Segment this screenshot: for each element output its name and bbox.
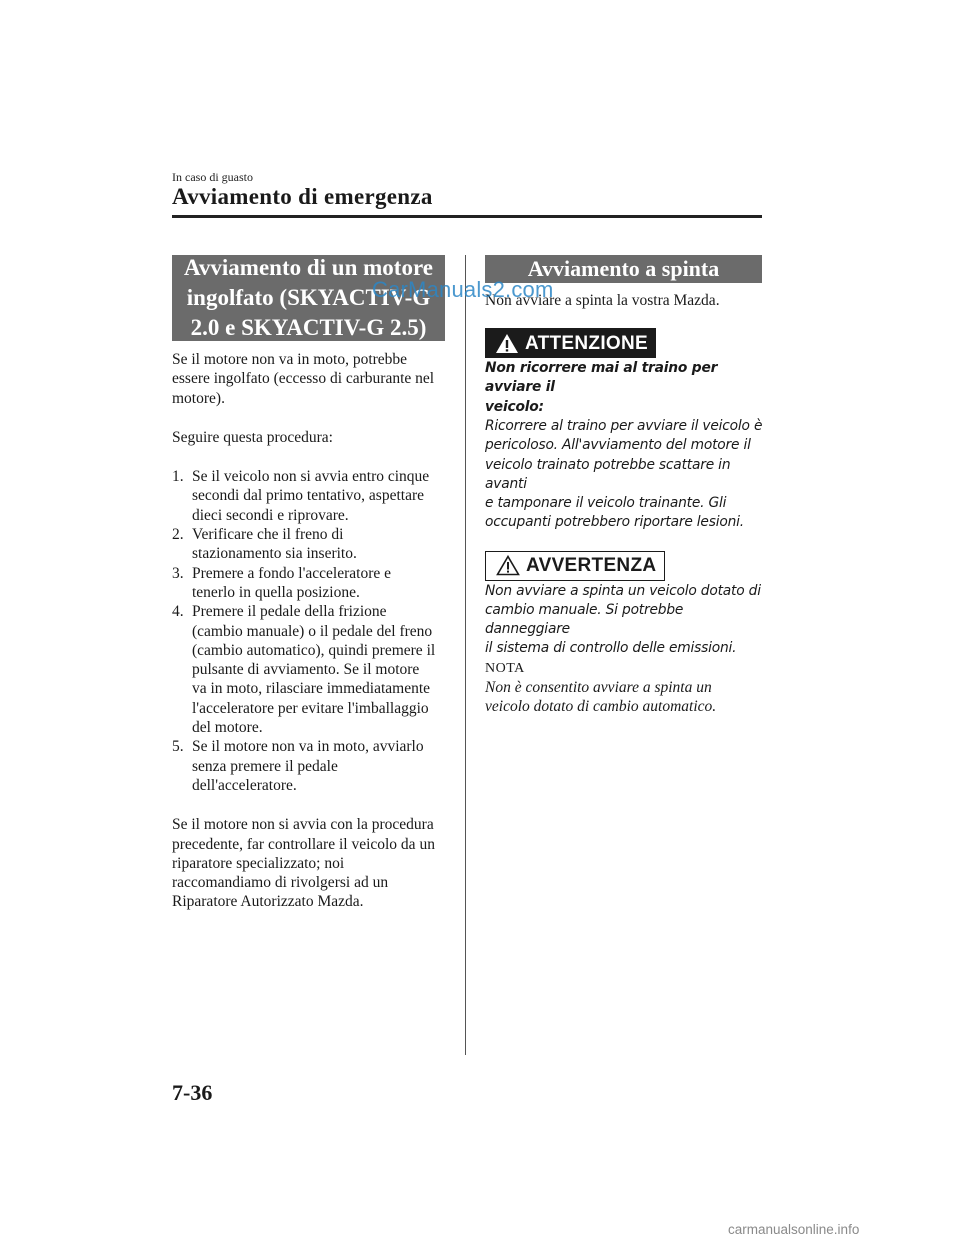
step-item [172,467,452,525]
caution-triangle-icon [496,555,520,576]
text-line: Se il motore non va in moto, avviarlo [192,738,424,756]
step-item [172,602,452,737]
text-line: essere ingolfato (eccesso di carburante nel [172,370,435,388]
text-line: Non avviare a spinta un veicolo dotato di [485,582,761,599]
text-line: Non è consentito avviare a spinta un [485,679,712,697]
step-number: 3. [172,564,184,582]
warning-triangle-icon [495,333,519,354]
text-line: (cambio automatico), quindi premere il [192,641,436,659]
text-line: riparatore specializzato; noi [172,854,345,872]
text-line: Se il veicolo non si avvia entro cinque [192,468,430,486]
heading-line: 2.0 e SKYACTIV-G 2.5) [190,315,427,340]
text-line: Ricorrere al traino per avviare il veicolo è [485,417,763,434]
text-line: il sistema di controllo delle emissioni. [485,640,737,657]
text-line: Verificare che il freno di [192,526,344,544]
text-line: va in moto, rilasciare immediatamente [192,680,431,698]
text-line: l'acceleratore per evitare l'imballaggio [192,699,429,717]
text-line: Se il motore non si avvia con la procedura [172,816,434,834]
text-line: del motore. [192,719,263,737]
title-rule [172,215,762,218]
step-item [172,737,452,795]
step-number: 2. [172,526,184,544]
section-heading-push-start: Avviamento a spinta [485,255,762,283]
text-line: Se il motore non va in moto, potrebbe [172,351,408,368]
procedure-label: Seguire questa procedura: [172,428,333,446]
text-line: veicolo: [485,398,544,415]
danger-text [485,359,765,533]
text-line: Premere il pedale della frizione [192,603,387,621]
text-line: stazionamento sia inserito. [192,545,357,563]
breadcrumb: In caso di guasto [172,170,253,184]
text-line: cambio manuale. Si potrebbe danneggiare [485,601,684,638]
text-line: veicolo trainato potrebbe scattare in avanti [485,456,731,492]
text-line: Non ricorrere mai al traino per avviare il [485,360,718,396]
text-line: dell'acceleratore. [192,776,297,794]
danger-banner [485,328,656,358]
watermark: CarManuals2.com [372,277,554,302]
caution-text [485,582,765,659]
text-line: (cambio manuale) o il pedale del freno [192,622,433,640]
page-title: Avviamento di emergenza [172,184,433,209]
text-line: senza premere il pedale [192,757,338,775]
text-line: Riparatore Autorizzato Mazda. [172,893,364,911]
danger-label: ATTENZIONE [525,332,648,354]
note-label: NOTA [485,660,525,676]
page-number: 7-36 [172,1080,213,1105]
text-line: raccomandiamo di rivolgersi ad un [172,874,389,892]
text-line: pulsante di avviamento. Se il motore [192,661,420,679]
text-line: tenerlo in quella posizione. [192,583,360,601]
text-line: dieci secondi e riprovare. [192,506,349,524]
text-line: Premere a fondo l'acceleratore e [192,564,392,582]
step-number: 5. [172,738,184,756]
footer-watermark: carmanualsonline.info [728,1222,860,1237]
text-line: occupanti potrebbero riportare lesioni. [485,514,744,531]
closing-paragraph [172,815,452,911]
left-column [172,350,452,912]
caution-banner [485,551,665,581]
note-text [485,678,765,717]
procedure-steps [172,467,452,795]
text-line: secondi dal primo tentativo, aspettare [192,487,424,505]
step-number: 1. [172,468,184,486]
push-start-intro: Non avviare a spinta la vostra Mazda. [485,292,720,309]
text-line: motore). [172,389,225,407]
text-line: veicolo dotato di cambio automatico. [485,698,717,716]
caution-label: AVVERTENZA [526,555,657,577]
step-item [172,564,452,603]
text-line: precedente, far controllare il veicolo da un [172,835,435,853]
step-item [172,525,452,564]
text-line: pericoloso. All'avviamento del motore il [485,437,751,454]
heading-line: ingolfato (SKYACTIV-G [186,285,431,310]
text-line: e tamponare il veicolo trainante. Gli [485,495,727,512]
step-number: 4. [172,603,184,621]
intro-paragraph [172,350,452,408]
heading-line: Avviamento di un motore [184,255,433,280]
right-column [485,291,765,717]
column-divider [465,255,466,1055]
